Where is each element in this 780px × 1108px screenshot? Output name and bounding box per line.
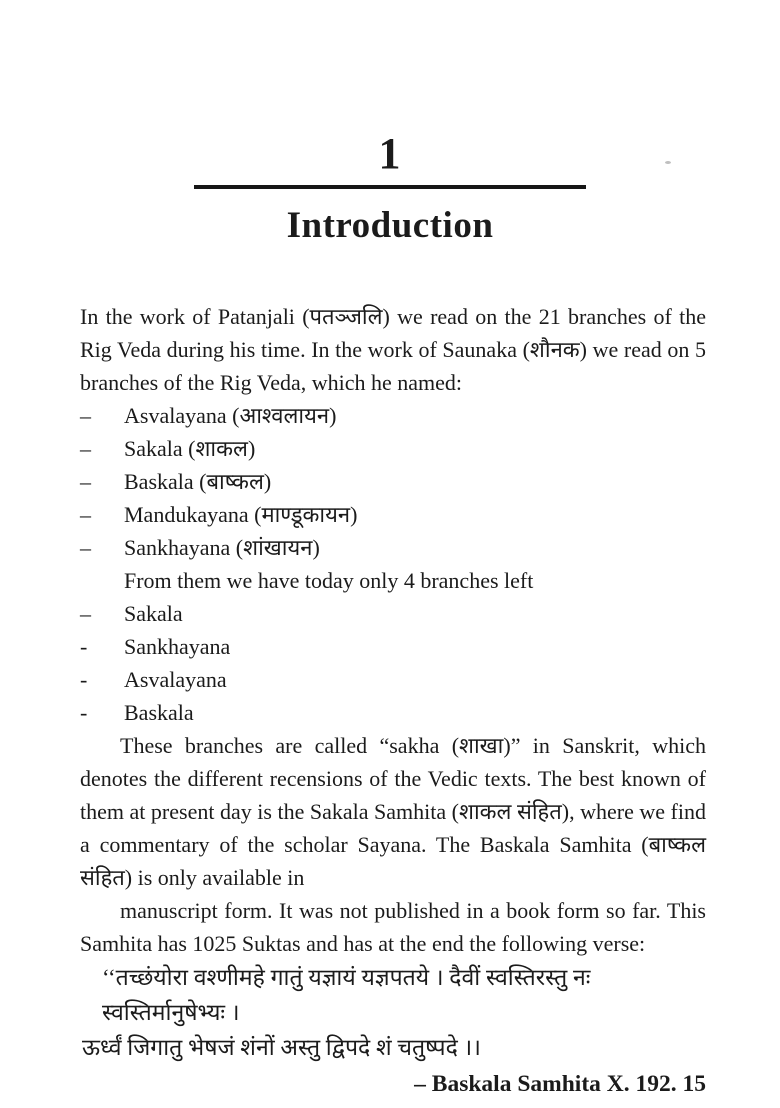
list-item-label: Asvalayana [124, 667, 227, 693]
list-item [80, 399, 706, 432]
paragraph-manuscript: manuscript form. It was not published in a book form so far. This Samhita has 1025 Suktas and has at the end the following verse: [80, 898, 706, 957]
paragraph-intro: In the work of Patanjali (पतञ्जलि) we read on the 21 branches of the Rig Veda during his time. In the work of Saunaka (शौनक) we read on 5 branches of the Rig Veda, which he named: [80, 304, 706, 396]
scan-artifact-speck [665, 161, 671, 164]
list-item-marker: – [80, 436, 91, 462]
list-item-marker: - [80, 700, 88, 726]
list-item [80, 531, 706, 564]
verse-line-2: ऊर्ध्वं जिगातु भेषजं शंनों अस्तु द्विपदे शं चतुष्पदे ।। [82, 1035, 481, 1061]
list-item-label: Baskala (बाष्कल) [124, 469, 272, 495]
chapter-rule-divider [194, 185, 586, 189]
page-body [80, 300, 706, 1099]
list-item [80, 663, 706, 696]
list-item-label: Sankhayana (शांखायन) [124, 535, 320, 561]
verse-line-1: ‘‘तच्छंयोरा वश्णीमहे गातुं यज्ञायं यज्ञपतये । दैवीं स्वस्तिरस्तु नः स्वस्तिर्मानुषेभ्यः । [102, 965, 591, 1026]
list-item-marker: – [80, 469, 91, 495]
list-item-label: Sankhayana [124, 634, 231, 660]
list-item-marker: – [80, 601, 91, 627]
list-item [80, 597, 706, 630]
branch-list [80, 399, 706, 729]
list-item [80, 432, 706, 465]
list-item-label: From them we have today only 4 branches left [124, 568, 534, 594]
list-item-marker: – [80, 535, 91, 561]
list-item [80, 696, 706, 729]
list-item-marker: – [80, 403, 91, 429]
list-item-continuation [80, 564, 706, 597]
list-item [80, 465, 706, 498]
list-item [80, 498, 706, 531]
list-item-marker: - [80, 634, 88, 660]
list-item-label: Asvalayana (आश्वलायन) [124, 403, 337, 429]
list-item-label: Mandukayana (माण्डूकायन) [124, 502, 358, 528]
paragraph-sakha: These branches are called “sakha (शाखा)” in Sanskrit, which denotes the different recensions of the Vedic texts. The best known of them at present day is the Sakala Samhita (शाकल संहित), where we find a commentary of the scholar Sayana. The Baskala Samhita (बाष्कल संहित) is only available in [80, 733, 706, 891]
list-item-label: Sakala (शाकल) [124, 436, 256, 462]
list-item-marker [80, 564, 124, 597]
list-item-label: Sakala [124, 601, 183, 627]
chapter-title: Introduction [286, 205, 494, 246]
list-item-marker: - [80, 667, 88, 693]
list-item-label: Baskala [124, 700, 194, 726]
list-item [80, 630, 706, 663]
chapter-number: 1 [378, 129, 402, 178]
sanskrit-verse [80, 960, 706, 1065]
verse-attribution: – Baskala Samhita X. 192. 15 [414, 1071, 706, 1098]
list-item-marker: – [80, 502, 91, 528]
